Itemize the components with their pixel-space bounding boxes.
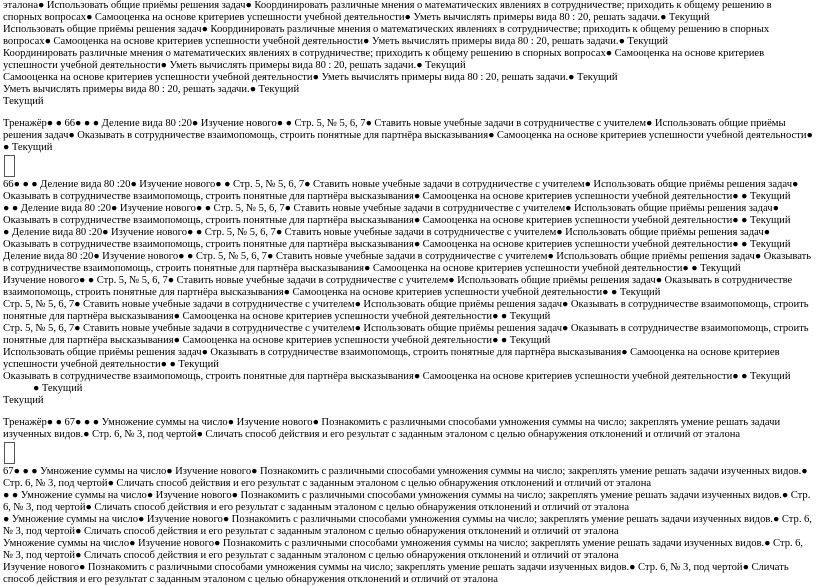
spacer xyxy=(3,407,813,417)
text-line: Использовать общие приёмы решения задач● Координировать различные мнения о математических явлениях в сотрудничестве; приходить к общему решению в спорных вопросах● Самооценка на основе критериев успешности учебной деятельности● Уметь вычислять примеры вида 80 : 20, решать задачи.● Текущий xyxy=(3,24,770,47)
text-line: Умножение суммы на число● Изучение нового● Познакомить с различными способами умножения суммы на число; закреплять умение решать задачи изученных видов.● Стр. 6, № 3, под чертой● Сличать способ действия и его результат с заданным эталоном с целью обнаружения отклонений и отличий от эталона xyxy=(3,538,804,561)
text-line: Тренажёр● ● 66● ● ● Деление вида 80 :20● Изучение нового● ● Стр. 5, № 5, 6, 7● Ставить новые учебные задачи в сотрудничестве с учителем● Использовать общие приёмы решения задач● Оказывать в сотрудничестве взаимопомощь, строить понятные для партнёра высказывания● Самооценка на основе критериев успешности учебной деятельности● ● Текущий xyxy=(3,118,813,153)
text-line: Оказывать в сотрудничестве взаимопомощь, строить понятные для партнёра высказывания● Самооценка на основе критериев успешности учебной деятельности● ● Текущий xyxy=(3,371,791,382)
text-line: Деление вида 80 :20● Изучение нового● ● Стр. 5, № 5, 6, 7● Ставить новые учебные задачи в сотрудничестве с учителем● Использовать общие приёмы решения задач● Оказывать в сотрудничестве взаимопомощь, строить понятные для партнёра высказывания● Самооценка на основе критериев успешности учебной деятельности● ● Текущий xyxy=(3,251,812,274)
block-3 xyxy=(3,179,813,407)
text-line: Текущий xyxy=(3,395,44,406)
text-line: Изучение нового● Познакомить с различными способами умножения суммы на число; закреплять умение решать задачи изученных видов.● Стр. 6, № 3, под чертой● Сличать способ действия и его результат с заданным эталоном с целью обнаружения отклонений и отличий от эталона xyxy=(3,562,789,585)
block-5 xyxy=(3,466,813,586)
text-line: Координировать различные мнения о математических явлениях в сотрудничестве; приходить к общему решению в спорных вопросах● Самооценка на основе критериев успешности учебной деятельности● Уметь вычислять примеры вида 80 : 20, решать задачи.● Текущий xyxy=(3,48,765,71)
text-line: Стр. 5, № 5, 6, 7● Ставить новые учебные задачи в сотрудничестве с учителем● Использовать общие приёмы решения задач● Оказывать в сотрудничестве взаимопомощь, строить понятные для партнёра высказывания● Самооценка на основе критериев успешности учебной деятельности● ● Текущий xyxy=(3,323,809,346)
spacer xyxy=(3,108,813,118)
text-line: Текущий xyxy=(3,96,44,107)
text-line: ● ● Умножение суммы на число● Изучение нового● Познакомить с различными способами умножения суммы на число; закреплять умение решать задачи изученных видов.● Стр. 6, № 3, под чертой● Сличать способ действия и его результат с заданным эталоном с целью обнаружения отклонений и отличий от эталона xyxy=(3,490,811,513)
block-2 xyxy=(3,118,813,154)
empty-table-cell xyxy=(4,442,15,464)
text-line: 66● ● ● Деление вида 80 :20● Изучение нового● ● Стр. 5, № 5, 6, 7● Ставить новые учебные задачи в сотрудничестве с учителем● Использовать общие приёмы решения задач● Оказывать в сотрудничестве взаимопомощь, строить понятные для партнёра высказывания● Самооценка на основе критериев успешности учебной деятельности● ● Текущий xyxy=(3,179,799,202)
text-line: ● ● Деление вида 80 :20● Изучение нового● ● Стр. 5, № 5, 6, 7● Ставить новые учебные задачи в сотрудничестве с учителем● Использовать общие приёмы решения задач● Оказывать в сотрудничестве взаимопомощь, строить понятные для партнёра высказывания● Самооценка на основе критериев успешности учебной деятельности● ● Текущий xyxy=(3,203,791,226)
empty-table-cell xyxy=(4,155,15,177)
text-line: Изучение нового● ● Стр. 5, № 5, 6, 7● Ставить новые учебные задачи в сотрудничестве с учителем● Использовать общие приёмы решения задач● Оказывать в сотрудничестве взаимопомощь, строить понятные для партнёра высказывания● Самооценка на основе критериев успешности учебной деятельности● ● Текущий xyxy=(3,275,793,298)
text-line: Самооценка на основе критериев успешности учебной деятельности● Уметь вычислять примеры вида 80 : 20, решать задачи.● Текущий xyxy=(3,72,618,83)
text-line: ● Умножение суммы на число● Изучение нового● Познакомить с различными способами умножения суммы на число; закреплять умение решать задачи изученных видов.● Стр. 6, № 3, под чертой● Сличать способ действия и его результат с заданным эталоном с целью обнаружения отклонений и отличий от эталона xyxy=(3,514,812,537)
text-line: Тренажёр● ● 67● ● ● Умножение суммы на число● Изучение нового● Познакомить с различными способами умножения суммы на число; закреплять умение решать задачи изученных видов.● Стр. 6, № 3, под чертой● Сличать способ действия и его результат с заданным эталоном с целью обнаружения отклонений и отличий от эталона xyxy=(3,417,781,440)
text-line: эталона● Использовать общие приёмы решения задач● Координировать различные мнения о математических явлениях в сотрудничестве; приходить к общему решению в спорных вопросах● Самооценка на основе критериев успешности учебной деятельности● Уметь вычислять примеры вида 80 : 20, решать задачи.● Текущий xyxy=(3,0,772,23)
text-line: Использовать общие приёмы решения задач● Оказывать в сотрудничестве взаимопомощь, строить понятные для партнёра высказывания● Самооценка на основе критериев успешности учебной деятельности● ● Текущий xyxy=(3,347,780,370)
text-line: ● Деление вида 80 :20● Изучение нового● ● Стр. 5, № 5, 6, 7● Ставить новые учебные задачи в сотрудничестве с учителем● Использовать общие приёмы решения задач● Оказывать в сотрудничестве взаимопомощь, строить понятные для партнёра высказывания● Самооценка на основе критериев успешности учебной деятельности● ● Текущий xyxy=(3,227,791,250)
block-4 xyxy=(3,417,813,441)
text-line: 67● ● ● Умножение суммы на число● Изучение нового● Познакомить с различными способами умножения суммы на число; закреплять умение решать задачи изученных видов.● Стр. 6, № 3, под чертой● Сличать способ действия и его результат с заданным эталоном с целью обнаружения отклонений и отличий от эталона xyxy=(3,466,808,489)
text-line: Стр. 5, № 5, 6, 7● Ставить новые учебные задачи в сотрудничестве с учителем● Использовать общие приёмы решения задач● Оказывать в сотрудничестве взаимопомощь, строить понятные для партнёра высказывания● Самооценка на основе критериев успешности учебной деятельности● ● Текущий xyxy=(3,299,809,322)
text-line: Уметь вычислять примеры вида 80 : 20, решать задачи.● Текущий xyxy=(3,84,300,95)
block-1 xyxy=(3,0,813,108)
text-line: ● Текущий xyxy=(33,383,83,394)
